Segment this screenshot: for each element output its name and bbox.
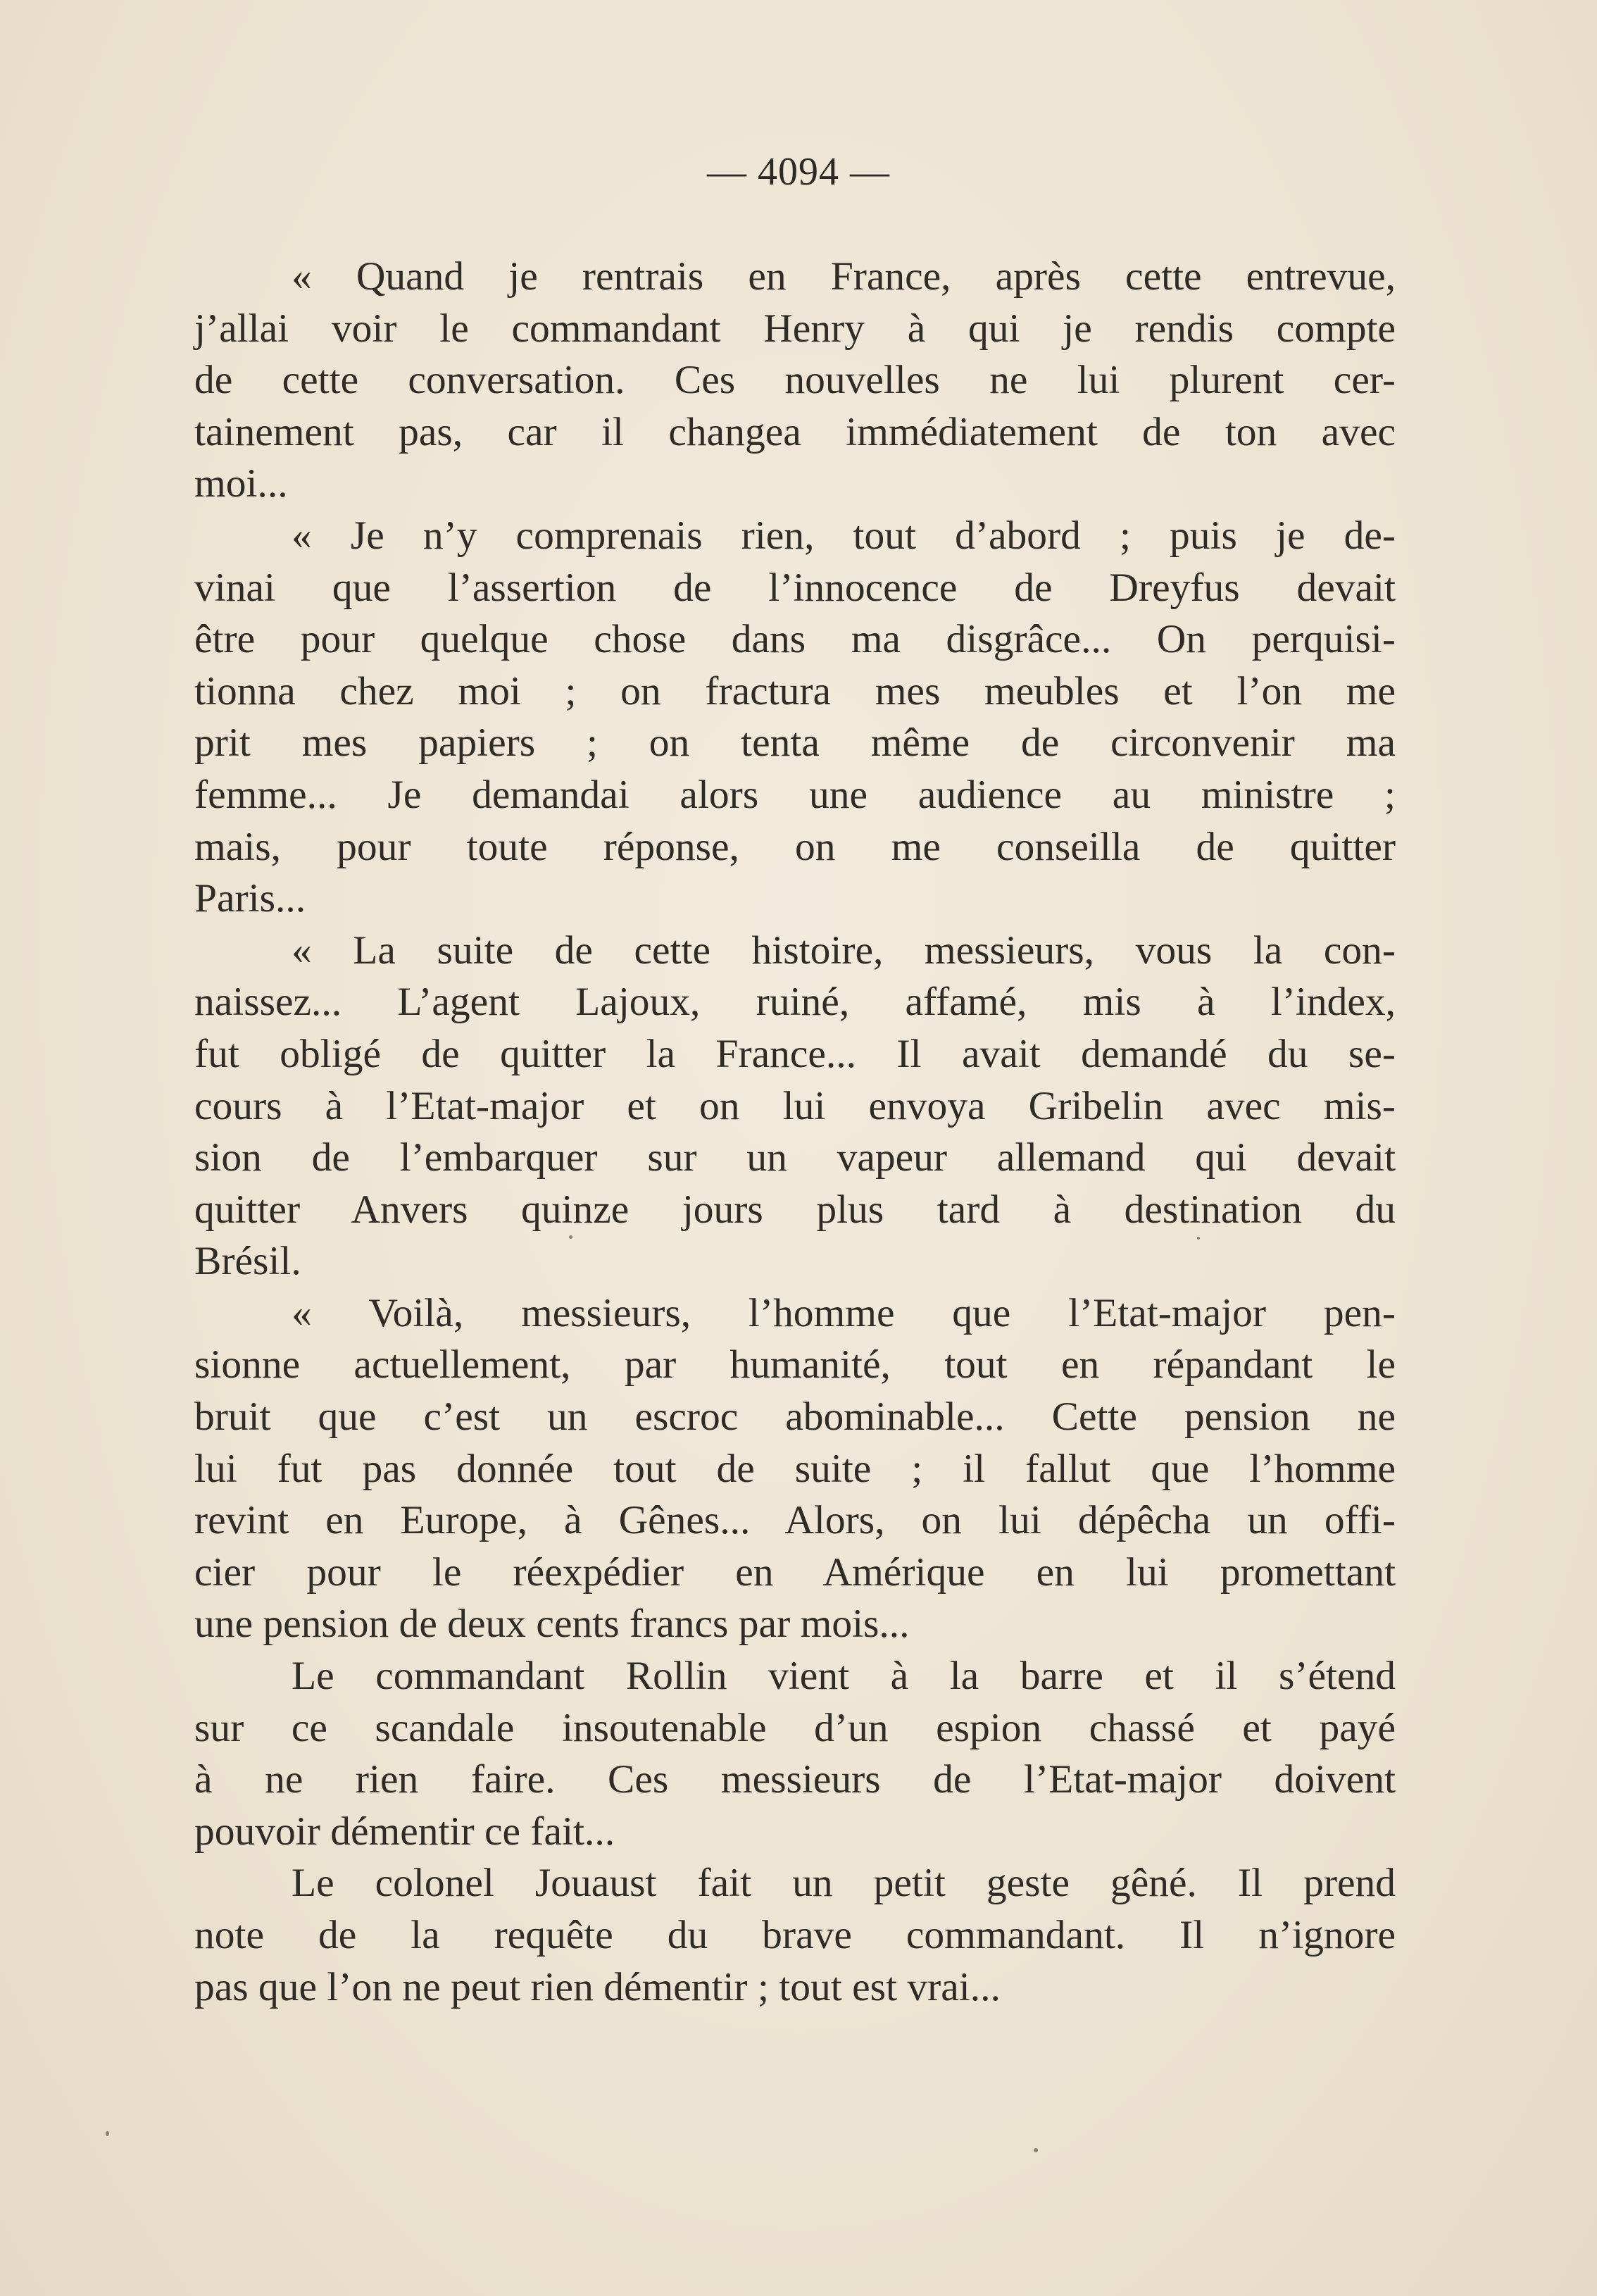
text-line: vinai que l’assertion de l’innocence de Dreyfus devait: [194, 565, 1396, 610]
text-line: « Je n’y comprenais rien, tout d’abord ; puis je de-: [292, 513, 1396, 558]
paper-speck: [1197, 1237, 1200, 1240]
text-line: cier pour le réexpédier en Amérique en lui promettant: [194, 1549, 1396, 1595]
text-line: tainement pas, car il changea immédiatement de ton avec: [194, 409, 1396, 454]
text-line: bruit que c’est un escroc abominable... Cette pension ne: [194, 1395, 1396, 1440]
text-line: « Voilà, messieurs, l’homme que l’Etat-major pen-: [292, 1290, 1396, 1335]
text-line: sur ce scandale insoutenable d’un espion chassé et payé: [194, 1705, 1396, 1750]
text-line: Brésil.: [194, 1239, 301, 1284]
text-line: sionne actuellement, par humanité, tout en répandant le: [194, 1342, 1396, 1387]
text-line: à ne rien faire. Ces messieurs de l’Etat-major doivent: [194, 1757, 1396, 1802]
text-line: fut obligé de quitter la France... Il avait demandé du se-: [194, 1031, 1396, 1076]
text-line: « Quand je rentrais en France, après cette entrevue,: [292, 254, 1396, 299]
text-line: Paris...: [194, 876, 306, 921]
text-line: lui fut pas donnée tout de suite ; il fallut que l’homme: [194, 1446, 1396, 1491]
page-number: — 4094 —: [707, 150, 890, 194]
text-line: cours à l’Etat-major et on lui envoya Gribelin avec mis-: [194, 1083, 1396, 1128]
text-line: naissez... L’agent Lajoux, ruiné, affamé, mis à l’index,: [194, 980, 1396, 1025]
text-line: être pour quelque chose dans ma disgrâce... On perquisi-: [194, 617, 1396, 662]
text-line: sion de l’embarquer sur un vapeur allemand qui devait: [194, 1135, 1396, 1180]
text-line: mais, pour toute réponse, on me conseilla de quitter: [194, 824, 1396, 869]
text-line: Le commandant Rollin vient à la barre et il s’étend: [292, 1654, 1396, 1699]
text-line: moi...: [194, 461, 288, 506]
text-line: pas que l’on ne peut rien démentir ; tout est vrai...: [194, 1964, 1001, 2009]
text-line: une pension de deux cents francs par mois...: [194, 1602, 910, 1647]
text-line: j’allai voir le commandant Henry à qui je rendis compte: [194, 306, 1396, 351]
text-line: « La suite de cette histoire, messieurs, vous la con-: [292, 928, 1396, 973]
text-line: de cette conversation. Ces nouvelles ne lui plurent cer-: [194, 358, 1396, 403]
text-line: prit mes papiers ; on tenta même de circonvenir ma: [194, 720, 1396, 766]
text-line: quitter Anvers quinze jours plus tard à destination du: [194, 1187, 1396, 1232]
text-line: revint en Europe, à Gênes... Alors, on lui dépêcha un offi-: [194, 1498, 1396, 1543]
text-line: note de la requête du brave commandant. Il n’ignore: [194, 1913, 1396, 1957]
body-text: [194, 251, 1396, 2013]
text-line: pouvoir démentir ce fait...: [194, 1809, 615, 1854]
text-line: tionna chez moi ; on fractura mes meubles et l’on me: [194, 668, 1396, 713]
paper-speck: [569, 1235, 572, 1239]
text-line: Le colonel Jouaust fait un petit geste gêné. Il prend: [292, 1861, 1396, 1906]
text-line: femme... Je demandai alors une audience au ministre ;: [194, 772, 1396, 817]
paper-speck: [106, 2131, 109, 2136]
paper-speck: [1034, 2148, 1038, 2152]
